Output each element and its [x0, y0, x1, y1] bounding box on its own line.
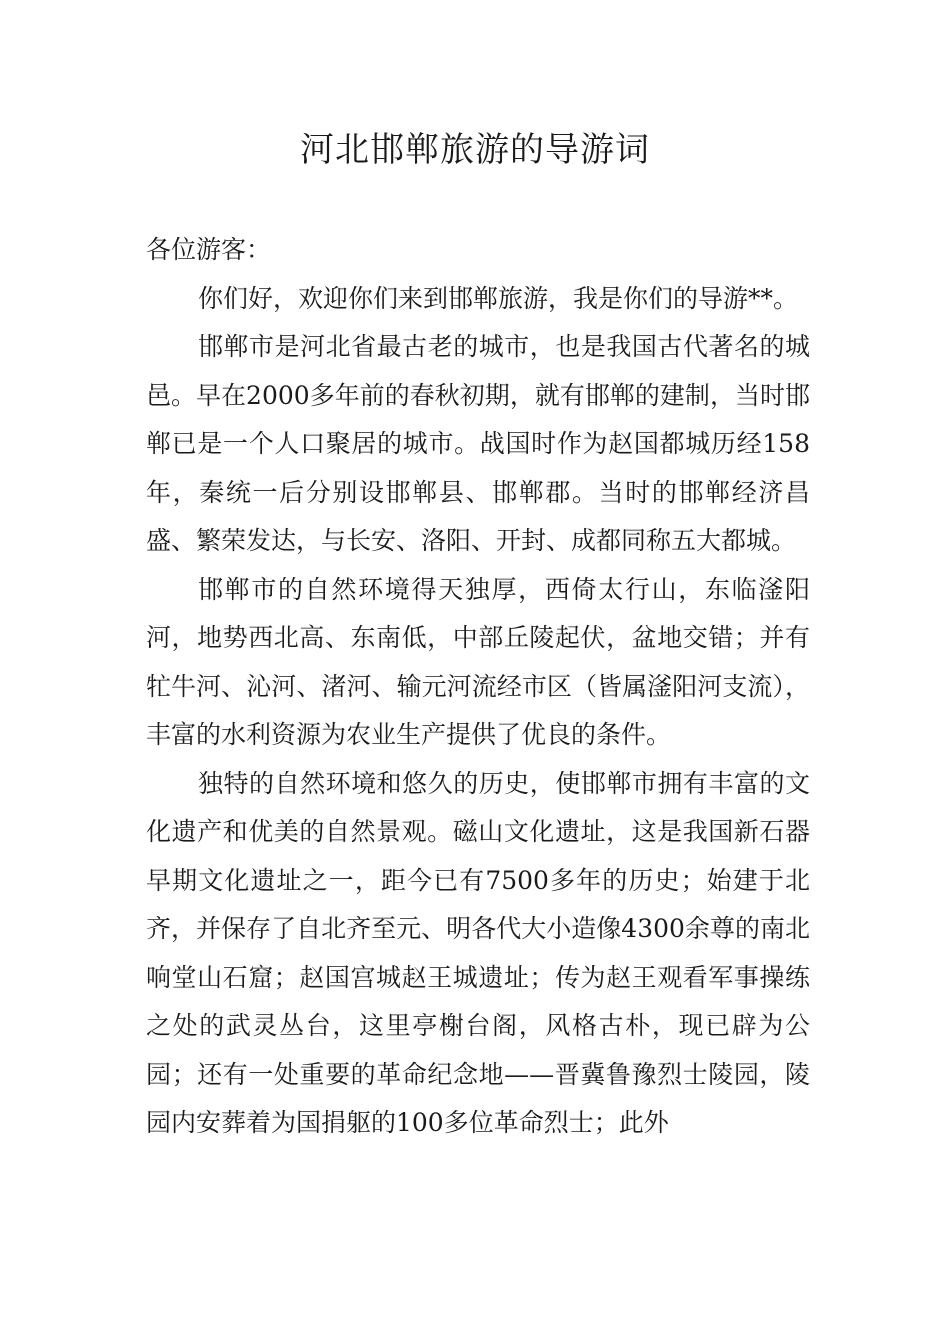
- paragraph-history: 邯郸市是河北省最古老的城市，也是我国古代著名的城邑。早在2000多年前的春秋初期，就有邯郸的建制，当时邯郸已是一个人口聚居的城市。战国时作为赵国都城历经158年，秦统一后分别设邯郸县、邯郸郡。当时的邯郸经济昌盛、繁荣发达，与长安、洛阳、开封、成都同称五大都城。: [146, 332, 810, 555]
- document-body: [146, 226, 810, 1148]
- paragraph-heritage: 独特的自然环境和悠久的历史，使邯郸市拥有丰富的文化遗产和优美的自然景观。磁山文化遗址，这是我国新石器早期文化遗址之一，距今已有7500多年的历史；始建于北齐，并保存了自北齐至元、明各代大小造像4300余尊的南北响堂山石窟；赵国宫城赵王城遗址；传为赵王观看军事操练之处的武灵丛台，这里亭榭台阁，风格古朴，现已辟为公园；还有一处重要的革命纪念地——晋冀鲁豫烈士陵园，陵园内安葬着为国捐躯的100多位革命烈士；此外: [146, 768, 810, 1137]
- document-title: 河北邯郸旅游的导游词: [300, 130, 650, 170]
- paragraph-environment: 邯郸市的自然环境得天独厚，西倚太行山，东临滏阳河，地势西北高、东南低，中部丘陵起伏，盆地交错；并有牤牛河、沁河、渚河、输元河流经市区（皆属滏阳河支流），丰富的水利资源为农业生产提供了优良的条件。: [146, 574, 810, 749]
- paragraph-greeting: 你们好，欢迎你们来到邯郸旅游，我是你们的导游**。: [198, 283, 799, 313]
- salutation: 各位游客：: [146, 235, 272, 264]
